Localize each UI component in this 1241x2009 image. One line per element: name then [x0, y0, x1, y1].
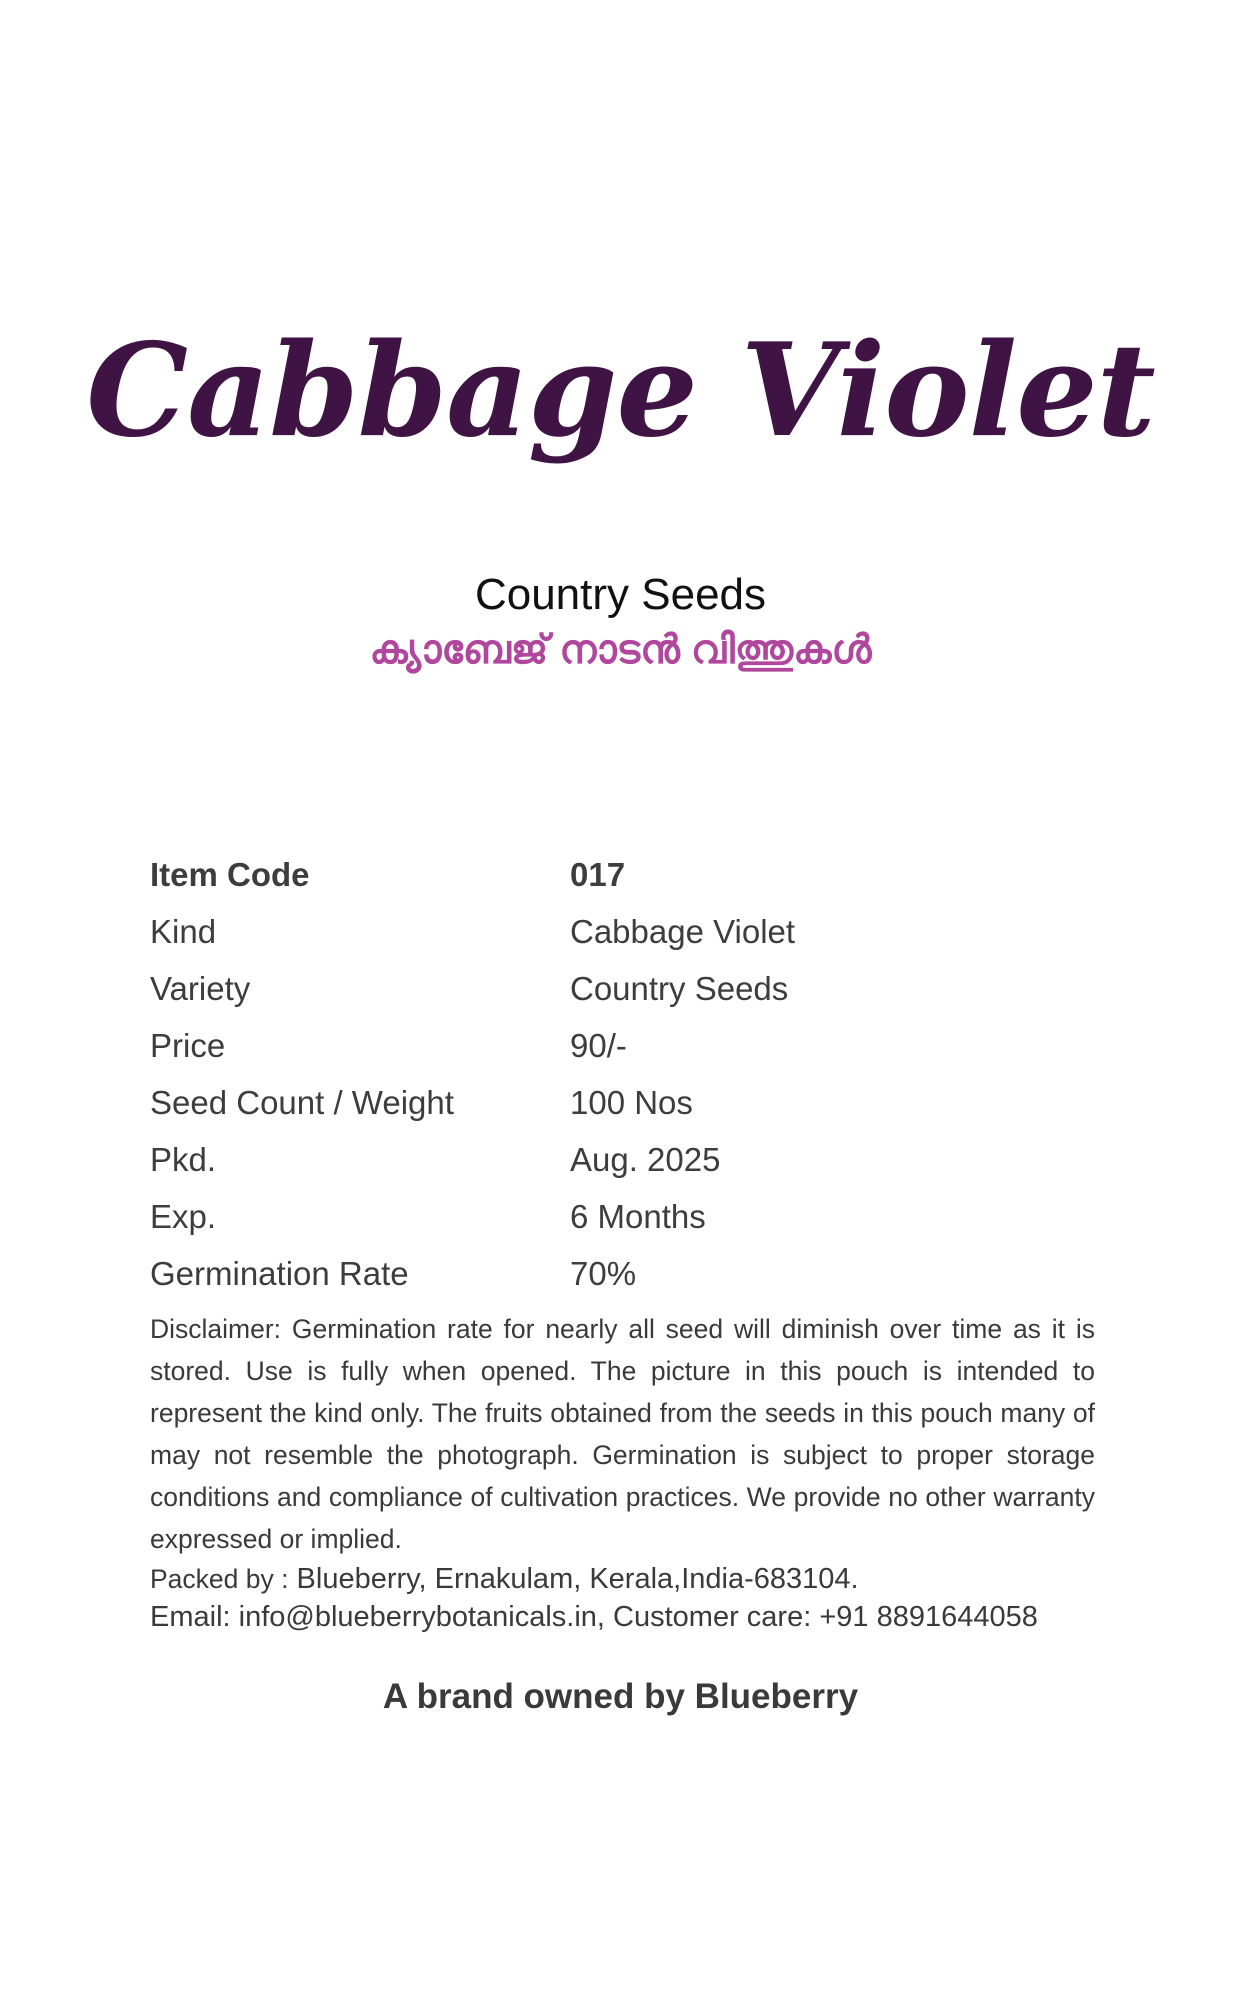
- spec-row-price: [150, 1017, 1100, 1074]
- spec-row-expiry: [150, 1188, 1100, 1245]
- spec-value: Aug. 2025: [570, 1140, 721, 1178]
- spec-row-germination-rate: [150, 1245, 1100, 1302]
- spec-value: 90/-: [570, 1026, 627, 1064]
- disclaimer-text: Disclaimer: Germination rate for nearly all seed will diminish over time as it is stored. Use is fully when opened. The picture in this pouch is intended to represent the kind only. The fruits obtained from the seeds in this pouch many of may not resemble the photograph. Germination is subject to proper storage conditions and compliance of cultivation practices. We provide no other warranty expressed or implied.: [150, 1314, 1095, 1554]
- spec-value: 70%: [570, 1254, 637, 1292]
- spec-label: Exp.: [150, 1197, 217, 1235]
- spec-row-variety: [150, 960, 1100, 1017]
- product-subtitle-malayalam: ക്യാബേജ് നാടൻ വിത്തുകൾ: [369, 628, 872, 672]
- spec-value: 100 Nos: [570, 1083, 693, 1121]
- product-subtitle: Country Seeds: [474, 570, 767, 619]
- spec-value: 6 Months: [570, 1197, 706, 1235]
- spec-row-kind: [150, 903, 1100, 960]
- spec-value: 017: [570, 855, 626, 893]
- product-title: Cabbage Violet: [86, 316, 1155, 466]
- spec-label: Variety: [150, 969, 251, 1007]
- spec-label: Kind: [150, 912, 217, 950]
- contact-line: Email: info@blueberrybotanicals.in, Customer care: +91 8891644058: [150, 1601, 1038, 1633]
- spec-value: Cabbage Violet: [570, 912, 796, 950]
- spec-row-seed-count: [150, 1074, 1100, 1131]
- spec-label: Pkd.: [150, 1140, 217, 1178]
- spec-label: Item Code: [150, 855, 310, 893]
- spec-label: Price: [150, 1026, 226, 1064]
- spec-row-item-code: [150, 846, 1100, 903]
- packed-by-line: [150, 1560, 1110, 1598]
- spec-label: Germination Rate: [150, 1254, 409, 1292]
- brand-line: A brand owned by Blueberry: [382, 1677, 859, 1716]
- packed-by-block: [150, 1560, 1110, 1636]
- spec-label: Seed Count / Weight: [150, 1083, 454, 1121]
- spec-value: Country Seeds: [570, 969, 789, 1007]
- spec-table: [150, 846, 1100, 1302]
- spec-row-packed-date: [150, 1131, 1100, 1188]
- packed-by-label: Packed by :: [150, 1564, 289, 1594]
- packed-by-address: Blueberry, Ernakulam, Kerala,India-683104.: [296, 1563, 859, 1595]
